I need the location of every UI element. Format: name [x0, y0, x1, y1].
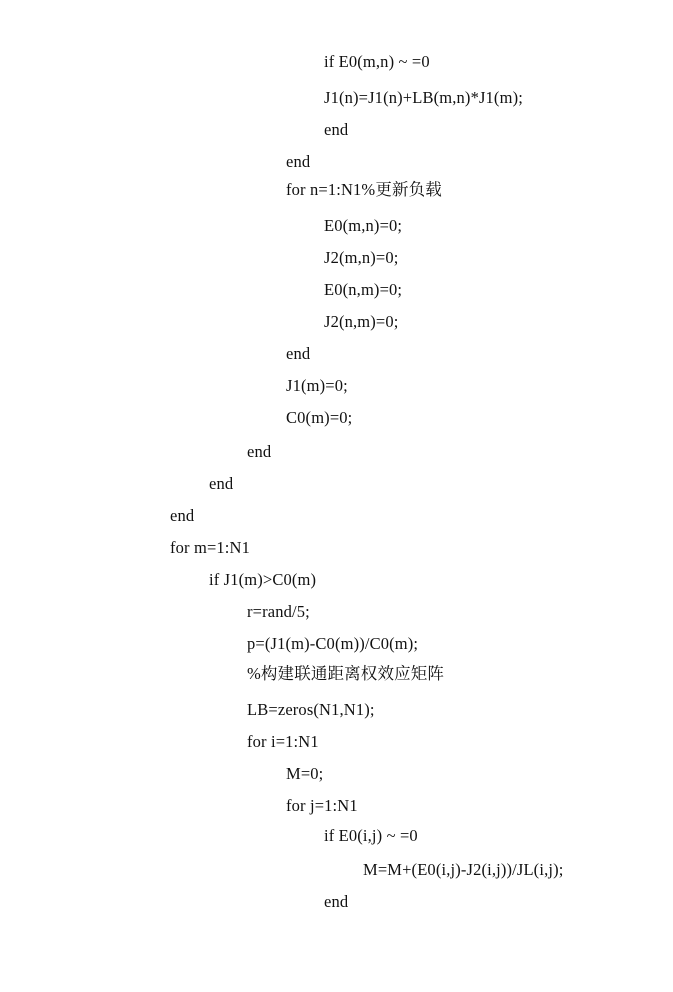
code-line: end: [247, 442, 272, 461]
code-line: end: [324, 892, 349, 911]
code-line: for n=1:N1%更新负载: [286, 180, 442, 199]
code-line: J1(n)=J1(n)+LB(m,n)*J1(m);: [324, 88, 523, 107]
code-line: if J1(m)>C0(m): [209, 570, 317, 589]
code-line: %构建联通距离权效应矩阵: [247, 664, 445, 683]
code-line: LB=zeros(N1,N1);: [247, 700, 375, 719]
code-line: M=M+(E0(i,j)-J2(i,j))/JL(i,j);: [363, 860, 564, 879]
code-line: for j=1:N1: [286, 796, 358, 815]
code-line: E0(m,n)=0;: [324, 216, 403, 235]
code-line: if E0(m,n) ~ =0: [324, 52, 430, 71]
code-line: J2(m,n)=0;: [324, 248, 399, 267]
code-line: M=0;: [286, 764, 324, 783]
code-line: E0(n,m)=0;: [324, 280, 403, 299]
code-line: p=(J1(m)-C0(m))/C0(m);: [247, 634, 419, 653]
code-line: r=rand/5;: [247, 602, 310, 621]
code-line: end: [286, 152, 311, 171]
code-line: for m=1:N1: [170, 538, 251, 557]
code-line: J1(m)=0;: [286, 376, 348, 395]
code-line: J2(n,m)=0;: [324, 312, 399, 331]
code-line: C0(m)=0;: [286, 408, 353, 427]
code-line: end: [286, 344, 311, 363]
code-line: end: [324, 120, 349, 139]
code-line: for i=1:N1: [247, 732, 319, 751]
code-line: end: [170, 506, 195, 525]
code-line: if E0(i,j) ~ =0: [324, 826, 418, 845]
code-line: end: [209, 474, 234, 493]
